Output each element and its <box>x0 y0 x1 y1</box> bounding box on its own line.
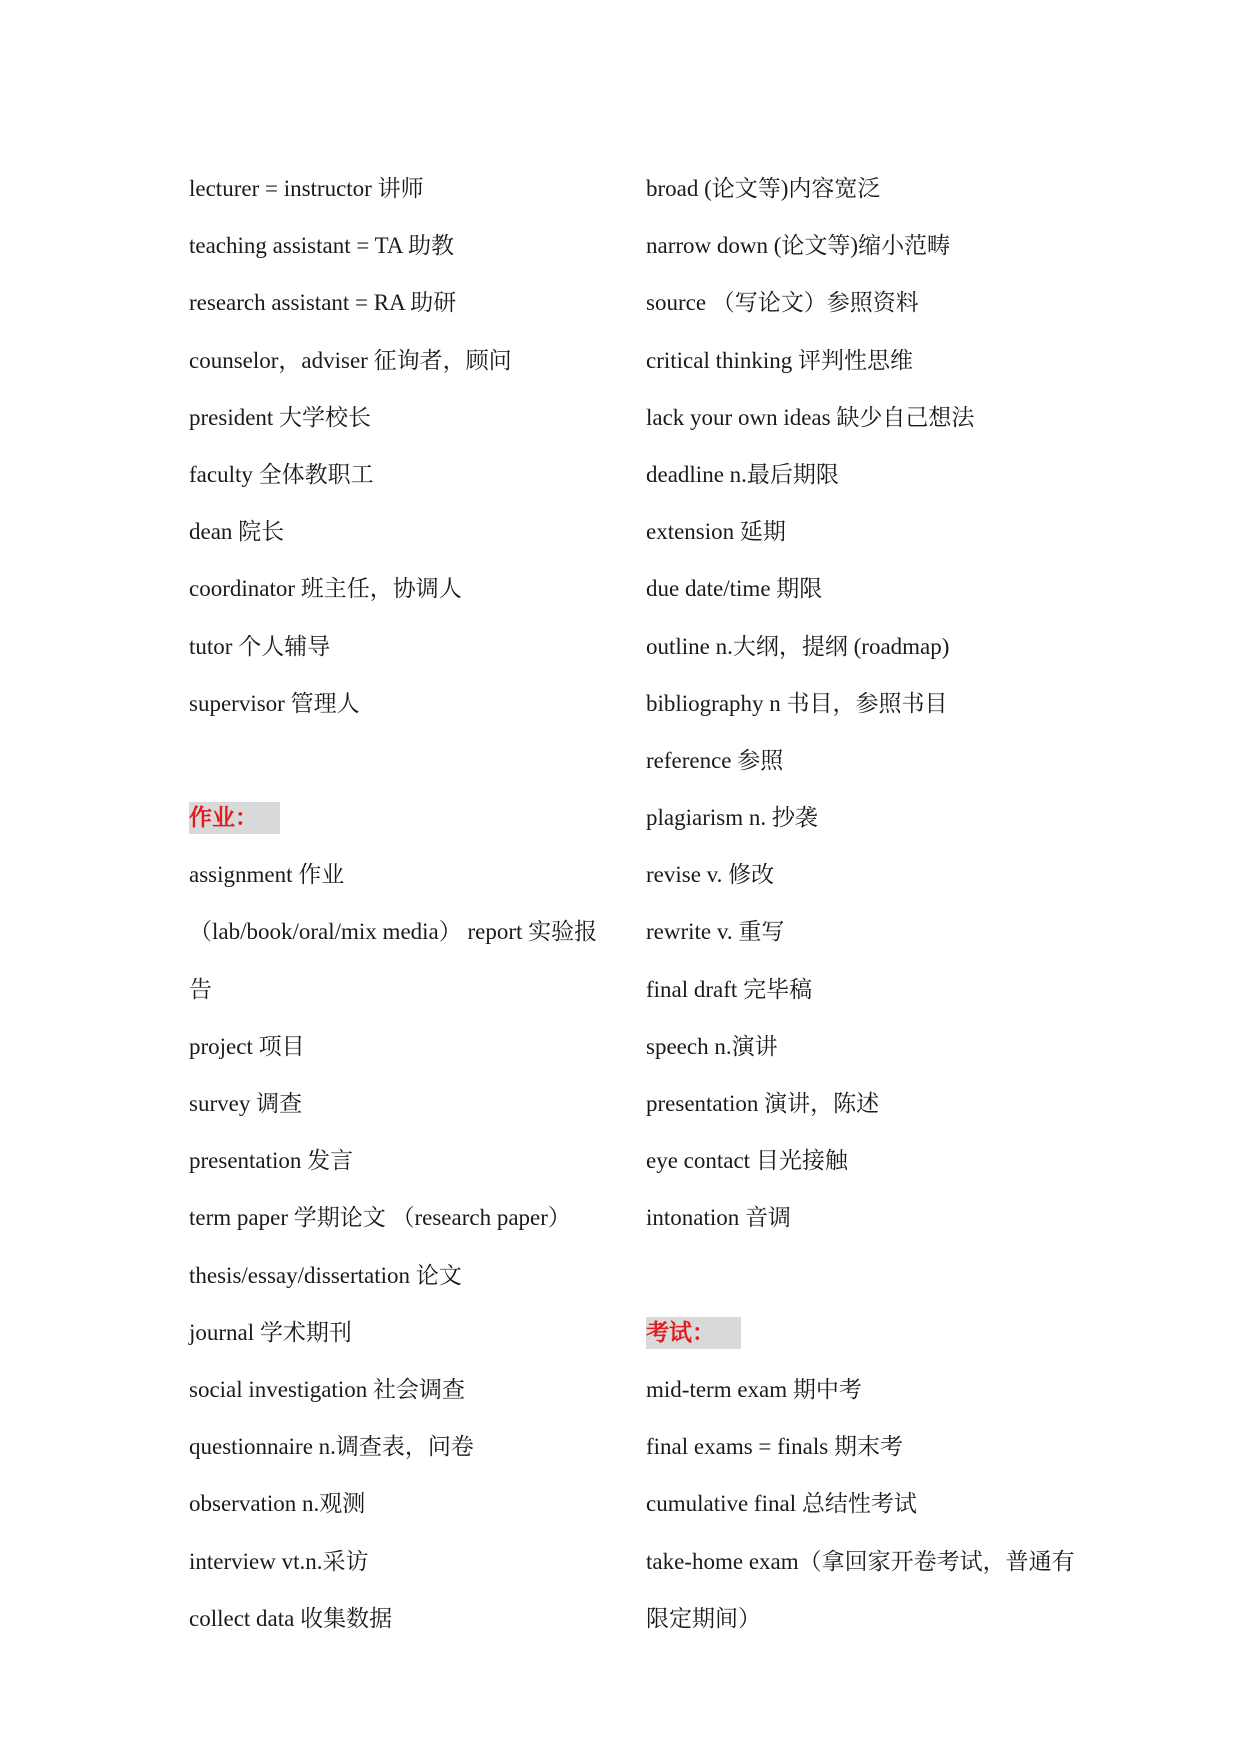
vocab-entry: term paper 学期论文 （research paper） <box>189 1205 571 1231</box>
vocab-entry: assignment 作业 <box>189 862 345 888</box>
section-heading-assignments <box>189 789 609 846</box>
vocab-entry: critical thinking 评判性思维 <box>646 347 914 373</box>
vocab-entry: coordinator 班主任，协调人 <box>189 576 462 602</box>
vocab-entry: eye contact 目光接触 <box>646 1148 848 1174</box>
right-column <box>646 160 1076 1647</box>
vocab-entry: tutor 个人辅导 <box>189 633 331 659</box>
vocab-entry: lack your own ideas 缺少自己想法 <box>646 404 975 430</box>
vocab-entry: plagiarism n. 抄袭 <box>646 805 818 831</box>
vocab-entry: survey 调查 <box>189 1091 303 1117</box>
vocab-entry: presentation 发言 <box>189 1148 354 1174</box>
vocab-entry: outline n.大纲，提纲 (roadmap) <box>646 633 950 659</box>
vocab-entry: take-home exam（拿回家开卷考试，普通有限定期间） <box>646 1548 1075 1631</box>
vocab-entry: journal 学术期刊 <box>189 1319 352 1345</box>
vocab-entry: source （写论文）参照资料 <box>646 290 919 316</box>
vocab-entry: project 项目 <box>189 1033 305 1059</box>
vocab-entry: social investigation 社会调查 <box>189 1376 465 1402</box>
vocab-entry: presentation 演讲，陈述 <box>646 1091 880 1116</box>
vocab-entry: due date/time 期限 <box>646 576 823 602</box>
vocab-entry: questionnaire n.调查表，问卷 <box>189 1434 474 1460</box>
vocab-entry: teaching assistant = TA 助教 <box>189 233 454 259</box>
vocab-entry: research assistant = RA 助研 <box>189 290 457 316</box>
vocab-entry: rewrite v. 重写 <box>646 919 785 945</box>
vocab-entry: thesis/essay/dissertation 论文 <box>189 1262 462 1288</box>
vocab-entry: interview vt.n.采访 <box>189 1548 369 1574</box>
heading-label: 作业： <box>189 802 280 834</box>
heading-label: 考试： <box>646 1317 741 1349</box>
vocab-entry: president 大学校长 <box>189 404 372 430</box>
spacer <box>646 1247 1076 1304</box>
vocab-entry: narrow down (论文等)缩小范畴 <box>646 233 951 259</box>
vocab-entry: observation n.观测 <box>189 1491 366 1517</box>
vocab-entry: extension 延期 <box>646 519 786 545</box>
vocab-entry: revise v. 修改 <box>646 862 775 888</box>
vocab-entry: faculty 全体教职工 <box>189 461 374 487</box>
vocab-entry: bibliography n 书目，参照书目 <box>646 690 948 716</box>
vocab-entry: broad (论文等)内容宽泛 <box>646 176 881 201</box>
vocab-entry: supervisor 管理人 <box>189 690 360 716</box>
vocab-entry: deadline n.最后期限 <box>646 461 839 487</box>
section-heading-exams <box>646 1304 1076 1361</box>
vocab-entry: intonation 音调 <box>646 1205 792 1231</box>
vocab-entry: final exams = finals 期末考 <box>646 1434 903 1460</box>
left-column <box>189 160 609 1647</box>
vocab-entry: collect data 收集数据 <box>189 1605 393 1631</box>
spacer <box>189 732 609 789</box>
vocab-entry: reference 参照 <box>646 747 784 773</box>
vocab-entry: mid-term exam 期中考 <box>646 1376 862 1402</box>
vocab-entry: speech n.演讲 <box>646 1033 778 1059</box>
vocab-entry: counselor，adviser 征询者，顾问 <box>189 347 512 373</box>
vocab-entry: final draft 完毕稿 <box>646 976 813 1002</box>
vocab-entry: lecturer = instructor 讲师 <box>189 176 424 201</box>
vocab-entry: dean 院长 <box>189 519 285 545</box>
vocab-entry: cumulative final 总结性考试 <box>646 1491 917 1517</box>
vocab-entry: （lab/book/oral/mix media） report 实验报告 <box>189 919 598 1002</box>
